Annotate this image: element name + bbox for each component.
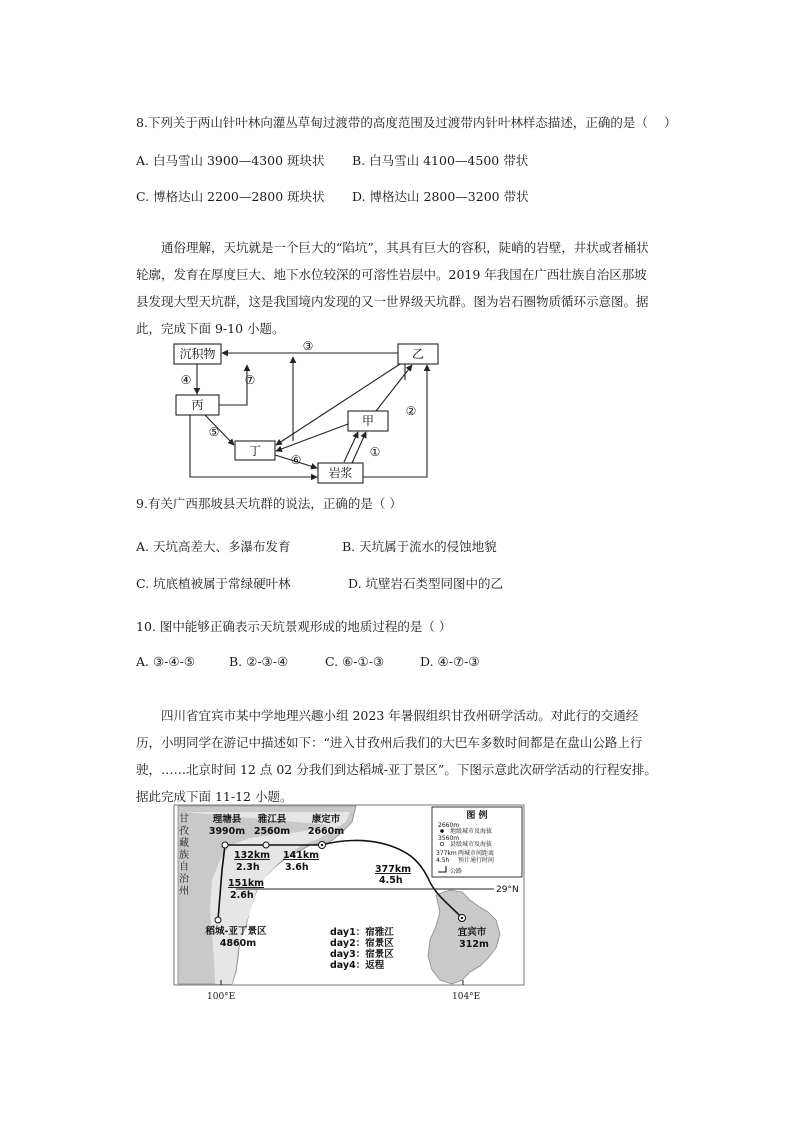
arrow-magma-to-jia-2: [344, 432, 358, 462]
q9-option-c: C. 坑底植被属于常绿硬叶林: [136, 576, 291, 591]
passage-yibin: [136, 702, 659, 810]
city-yajiang-marker: [263, 842, 269, 848]
daocheng-altitude: 4860m: [219, 938, 257, 949]
seg1-distance: 132km: [234, 850, 271, 861]
yajiang-name: 雅江县: [257, 814, 287, 825]
q8-option-b: B. 白马雪山 4100—4500 带状: [352, 153, 529, 168]
yibin-altitude: 312m: [459, 939, 489, 950]
arrow-label-4: ④: [180, 373, 192, 387]
itinerary-day3: day3：宿景区: [330, 949, 394, 960]
label-bing: 丙: [191, 398, 204, 412]
arrow-label-6: ⑥: [290, 453, 302, 467]
arrow-label-3: ③: [302, 339, 314, 353]
q10-stem: 10. 图中能够正确表示天坑景观形成的地质过程的是（ ）: [136, 619, 452, 634]
passage-tiankeng-text: 通俗理解，天坑就是一个巨大的“陷坑”，其具有巨大的容积，陡峭的岩壁，井状或者桶状轮廓，发育在厚度巨大、地下水位较深的可溶性岩层中。2019 年我国在广西壮族自治区那坡县发现大型天坑群，这是我国境内发现的又一世界级天坑群。图为岩石圈物质循环示意图。据此，完成下面 9-10 小题。: [136, 240, 649, 336]
city-daocheng-marker: [215, 917, 221, 923]
region-label: [179, 812, 190, 897]
q9-option-d: D. 坑壁岩石类型同图中的乙: [348, 576, 504, 591]
label-magma: 岩浆: [328, 466, 353, 480]
seg2-time: 3.6h: [285, 862, 309, 873]
arrow-magma-to-jia: [352, 432, 366, 463]
kangding-altitude: 2660m: [307, 826, 345, 837]
litang-name: 理塘县: [212, 814, 242, 825]
label-sediment: 沉积物: [179, 347, 216, 361]
longitude-right-label: 104°E: [452, 992, 481, 1002]
q9-option-b: B. 天坑属于流水的侵蚀地貌: [342, 539, 497, 554]
arrow-label-1: ①: [369, 445, 381, 459]
passage-yibin-text: 四川省宜宾市某中学地理兴趣小组 2023 年暑假组织甘孜州研学活动。对此行的交通经历，小明同学在游记中描述如下：“进入甘孜州后我们的大巴车多数时间都是在盘山公路上行驶，……北京时间 12 点 02 分我们到达稻城-亚丁景区”。下图示意此次研学活动的行程安排。据此完成下面 11-12 小题。: [136, 708, 657, 804]
legend-item3-text2: 预计通行时间: [458, 857, 495, 864]
route-map: [170, 803, 528, 989]
itinerary-day2: day2：宿景区: [330, 938, 394, 949]
legend-item3-value1: 377km: [436, 850, 457, 857]
city-litang-marker: [222, 842, 228, 848]
latitude-label: 29°N: [496, 885, 519, 895]
q10-option-a: A. ③-④-⑤: [136, 654, 196, 669]
seg1-time: 2.3h: [236, 862, 260, 873]
region-label-text: 甘孜藏族自治州: [179, 814, 189, 897]
q10-option-b: B. ②-③-④: [229, 654, 289, 669]
legend-item1-value: 2660m: [438, 822, 460, 829]
legend-title: 图 例: [466, 811, 488, 821]
legend-item2-text: 县级城市及海拔: [450, 841, 493, 848]
daocheng-name: 稻城-亚丁景区: [205, 926, 267, 937]
seg2-distance: 141km: [283, 850, 320, 861]
legend-item1-text: 地级城市及海拔: [450, 828, 493, 835]
longitude-left-label: 100°E: [207, 992, 236, 1002]
legend-item4-text: 公路: [450, 868, 463, 875]
legend-item3-text1: 两城市间距离: [458, 850, 495, 857]
q10-option-d: D. ④-⑦-③: [420, 654, 480, 669]
q9-option-a: A. 天坑高差大、多瀑布发育: [136, 539, 291, 554]
arrow-bing-to-sediment: [219, 365, 247, 405]
q8-option-d: D. 博格达山 2800—3200 带状: [352, 189, 529, 204]
q9-stem: 9.有关广西那坡县天坑群的说法，正确的是（ ）: [136, 496, 402, 511]
arrow-label-7: ⑦: [244, 373, 256, 387]
yibin-name: 宜宾市: [457, 927, 487, 938]
yajiang-altitude: 2560m: [253, 826, 291, 837]
arrow-label-2: ②: [405, 404, 417, 418]
legend-item2-value: 3560m: [438, 835, 460, 842]
q8-stem: [136, 113, 648, 131]
arrow-label-5: ⑤: [208, 425, 220, 439]
seg4-distance: 151km: [228, 878, 265, 889]
kangding-name: 康定市: [311, 814, 341, 825]
litang-altitude: 3990m: [208, 826, 246, 837]
rock-cycle-diagram: [170, 336, 440, 488]
passage-tiankeng: [136, 234, 659, 342]
label-ding: 丁: [248, 444, 262, 458]
seg4-time: 2.6h: [230, 890, 254, 901]
label-yi: 乙: [411, 347, 425, 361]
seg3-distance: 377km: [375, 864, 412, 875]
q8-option-c: C. 博格达山 2200—2800 斑块状: [136, 189, 325, 204]
map-legend: [432, 807, 522, 877]
itinerary-day4: day4：返程: [330, 960, 385, 971]
label-jia: 甲: [361, 414, 375, 428]
itinerary-day1: day1：宿雅江: [330, 927, 394, 938]
q8-option-a: A. 白马雪山 3900—4300 斑块状: [136, 153, 325, 168]
seg3-time: 4.5h: [379, 875, 403, 886]
legend-item3-value2: 4.5h: [436, 857, 450, 864]
q10-option-c: C. ⑥-①-③: [325, 654, 385, 669]
q8-paren-close: ）: [664, 115, 677, 130]
q8-stem-text: 8.下列关于两山针叶林向灌丛草甸过渡带的高度范围及过渡带内针叶林样态描述，正确的是（: [136, 115, 648, 130]
